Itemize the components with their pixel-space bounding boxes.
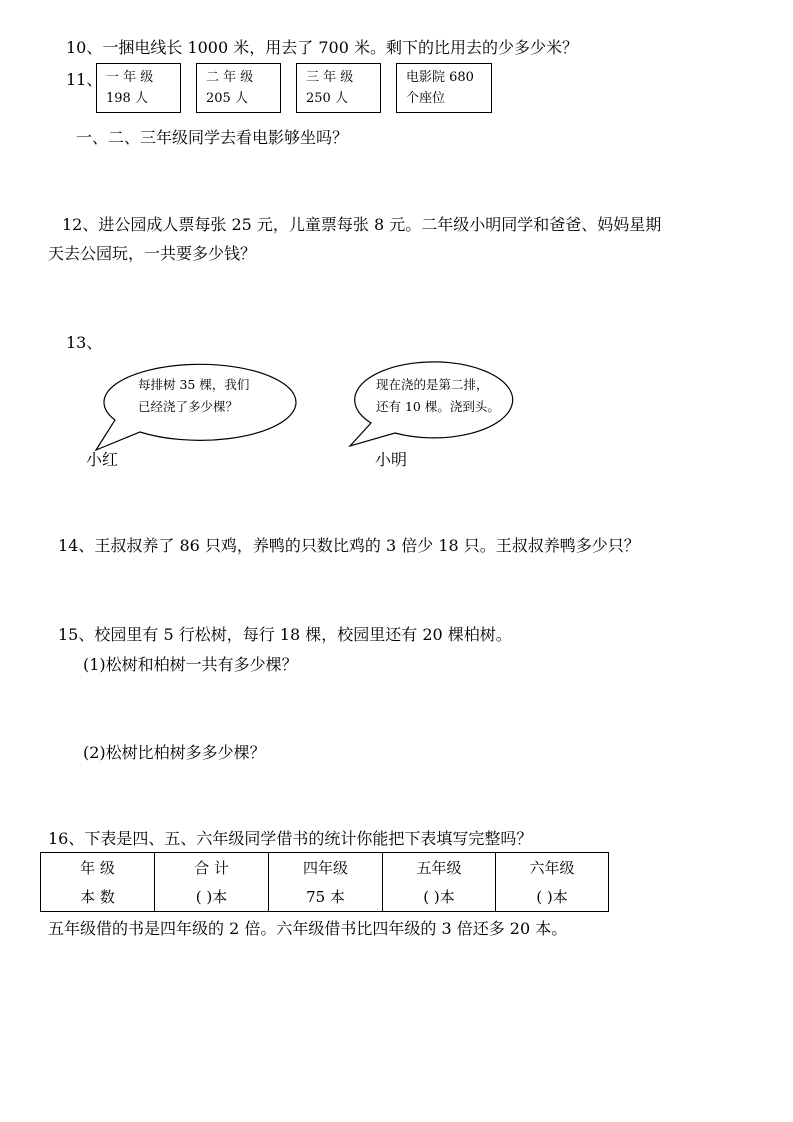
speaker-xiaoming: 小明 bbox=[375, 450, 408, 469]
speech-bubbles-illustration bbox=[0, 0, 793, 500]
question-15-sub-1: (1)松树和柏树一共有多少棵？ bbox=[83, 655, 298, 674]
bubble-xiaohong-line-2: 已经浇了多少棵？ bbox=[138, 399, 239, 414]
question-16: 16、下表是四、五、六年级同学借书的统计你能把下表填写完整吗？ bbox=[48, 829, 533, 848]
table-row bbox=[41, 882, 609, 912]
question-14: 14、王叔叔养了 86 只鸡，养鸭的只数比鸡的 3 倍少 18 只。王叔叔养鸭多少只？ bbox=[58, 536, 640, 555]
info-box-label: 电影院 680 bbox=[406, 70, 474, 85]
question-15-sub-2: (2)松树比柏树多多少棵？ bbox=[83, 743, 266, 762]
table-cell-blank-grade-5: ( )本 bbox=[383, 882, 496, 912]
table-header-cell: 合 计 bbox=[155, 853, 269, 883]
table-cell-blank-total: ( )本 bbox=[155, 882, 269, 912]
info-box-label: 三 年 级 bbox=[306, 70, 354, 85]
question-12-line-1: 12、进公园成人票每张 25 元，儿童票每张 8 元。二年级小明同学和爸爸、妈妈星期 bbox=[62, 215, 662, 234]
question-16-note: 五年级借的书是四年级的 2 倍。六年级借书比四年级的 3 倍还多 20 本。 bbox=[48, 919, 568, 938]
table-header-cell: 六年级 bbox=[496, 853, 609, 883]
table-cell: 75 本 bbox=[269, 882, 383, 912]
info-box-label: 二 年 级 bbox=[206, 70, 254, 85]
info-box-value: 250 人 bbox=[306, 91, 348, 106]
info-box-value: 个座位 bbox=[406, 91, 446, 106]
info-box-value: 205 人 bbox=[206, 91, 248, 106]
bubble-xiaoming-line-1: 现在浇的是第二排， bbox=[376, 377, 489, 392]
table-header-cell: 年 级 bbox=[41, 853, 155, 883]
table-cell-blank-grade-6: ( )本 bbox=[496, 882, 609, 912]
speaker-xiaohong: 小红 bbox=[86, 450, 119, 469]
table-header-row bbox=[41, 853, 609, 883]
question-10: 10、一捆电线长 1000 米，用去了 700 米。剩下的比用去的少多少米？ bbox=[66, 38, 578, 57]
question-11-number: 11、 bbox=[66, 70, 103, 89]
question-12-line-2: 天去公园玩，一共要多少钱？ bbox=[48, 244, 257, 263]
question-13-number: 13、 bbox=[66, 333, 103, 352]
table-header-cell: 四年级 bbox=[269, 853, 383, 883]
question-15: 15、校园里有 5 行松树，每行 18 棵，校园里还有 20 棵柏树。 bbox=[58, 625, 512, 644]
table-cell: 本 数 bbox=[41, 882, 155, 912]
question-11-text: 一、二、三年级同学去看电影够坐吗？ bbox=[76, 128, 349, 147]
book-statistics-table bbox=[40, 852, 609, 912]
bubble-xiaohong-line-1: 每排树 35 棵，我们 bbox=[138, 377, 250, 392]
info-box-label: 一 年 级 bbox=[106, 70, 154, 85]
table-header-cell: 五年级 bbox=[383, 853, 496, 883]
info-box-value: 198 人 bbox=[106, 91, 148, 106]
bubble-xiaoming-line-2: 还有 10 棵。浇到头。 bbox=[376, 399, 500, 414]
